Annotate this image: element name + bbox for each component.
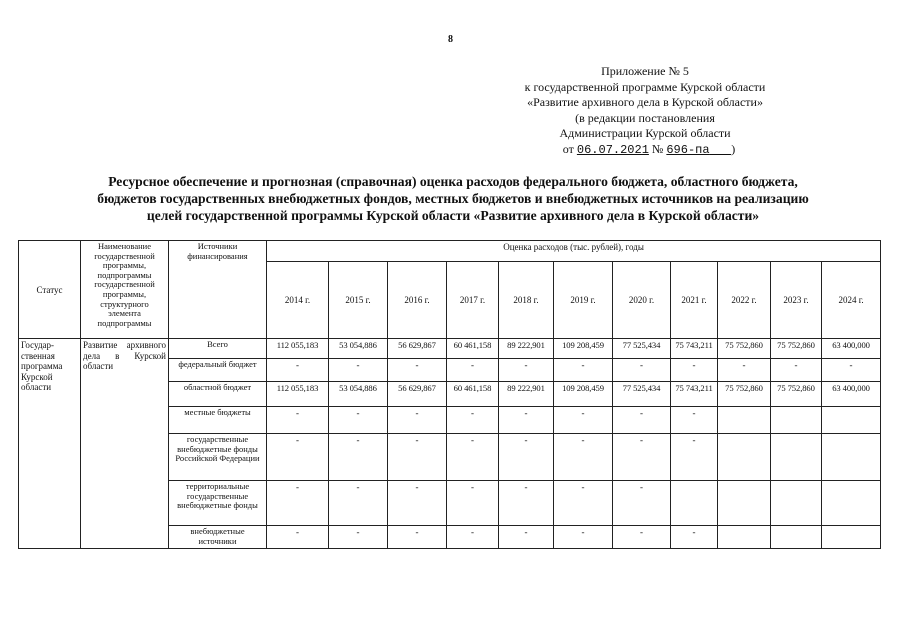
value-cell [822,434,881,481]
appendix-block [480,64,810,158]
source-cell: Всего [169,339,267,359]
value-cell: - [499,434,554,481]
value-cell: - [671,359,718,382]
appendix-line-2: к государственной программе Курской области [524,79,766,94]
value-cell: - [822,359,881,382]
value-cell: - [499,407,554,434]
page-number: 8 [448,34,453,45]
value-cell [771,407,822,434]
value-cell: - [447,359,499,382]
value-cell: - [267,481,329,526]
value-cell: - [388,434,447,481]
value-cell: - [613,407,671,434]
header-status: Статус [19,241,81,339]
program-name-cell: Развитие архивного дела в Курской области [81,339,169,549]
header-year: 2016 г. [388,262,447,339]
value-cell: - [718,359,771,382]
value-cell: - [329,526,388,549]
value-cell: - [554,359,613,382]
header-year: 2020 г. [613,262,671,339]
value-cell: - [447,407,499,434]
title-line-1: Ресурсное обеспечение и прогнозная (справочная) оценка расходов федерального бюджета, областного бюджета, [108,174,798,189]
value-cell [718,407,771,434]
value-cell: - [388,359,447,382]
value-cell [671,481,718,526]
value-cell: - [388,481,447,526]
value-cell: 75 743,211 [671,339,718,359]
value-cell: 75 743,211 [671,382,718,407]
value-cell [718,526,771,549]
value-cell: - [447,434,499,481]
header-year: 2024 г. [822,262,881,339]
source-cell: территориальные государственные внебюджетные фонды [169,481,267,526]
value-cell: - [554,434,613,481]
header-year: 2022 г. [718,262,771,339]
number-label: № [651,141,664,156]
value-cell: - [554,481,613,526]
header-source: Источники финансирования [169,241,267,339]
appendix-line-3: «Развитие архивного дела в Курской области» [527,95,763,109]
value-cell: - [329,434,388,481]
value-cell: - [447,526,499,549]
title-line-3: целей государственной программы Курской области «Развитие архивного дела в Курской области» [146,208,760,223]
value-cell: - [613,526,671,549]
value-cell: - [388,526,447,549]
value-cell: 75 752,860 [771,339,822,359]
header-year: 2015 г. [329,262,388,339]
value-cell: - [267,359,329,382]
value-cell: - [447,481,499,526]
value-cell [822,526,881,549]
value-cell: - [329,481,388,526]
value-cell: - [771,359,822,382]
value-cell: - [499,526,554,549]
appendix-line-5: Администрации Курской области [559,126,731,140]
value-cell: 77 525,434 [613,382,671,407]
value-cell: 56 629,867 [388,339,447,359]
value-cell [822,407,881,434]
value-cell: 56 629,867 [388,382,447,407]
value-cell: 63 400,000 [822,339,881,359]
value-cell: 53 054,886 [329,339,388,359]
decree-number-blank [710,143,732,157]
value-cell: 112 055,183 [267,339,329,359]
source-cell: внебюджетные источники [169,526,267,549]
status-cell: Государ-ственная программа Курской области [19,339,81,549]
value-cell: 112 055,183 [267,382,329,407]
appendix-line-4: (в редакции постановления [575,110,715,125]
header-year: 2014 г. [267,262,329,339]
value-cell: - [267,407,329,434]
header-year: 2023 г. [771,262,822,339]
decree-date: 06.07.2021 [576,142,649,157]
value-cell [822,481,881,526]
value-cell: - [613,434,671,481]
source-cell: федеральный бюджет [169,359,267,382]
value-cell [718,481,771,526]
value-cell: 60 461,158 [447,339,499,359]
value-cell: - [613,481,671,526]
value-cell: - [671,526,718,549]
value-cell: - [267,434,329,481]
value-cell: 89 222,901 [499,382,554,407]
value-cell [771,526,822,549]
value-cell: 63 400,000 [822,382,881,407]
value-cell: - [671,434,718,481]
value-cell: 60 461,158 [447,382,499,407]
close-paren: ) [731,141,736,156]
header-year: 2021 г. [671,262,718,339]
budget-table [18,240,881,549]
table-row [19,339,881,359]
value-cell: - [554,407,613,434]
title-line-2: бюджетов государственных внебюджетных фондов, местных бюджетов и внебюджетных источников на реализацию [97,191,809,206]
value-cell: - [499,359,554,382]
value-cell [771,434,822,481]
value-cell: 53 054,886 [329,382,388,407]
value-cell: - [554,526,613,549]
value-cell: - [499,481,554,526]
source-cell: государственные внебюджетные фонды Российской Федерации [169,434,267,481]
value-cell: - [613,359,671,382]
header-year: 2018 г. [499,262,554,339]
value-cell [771,481,822,526]
value-cell: - [329,359,388,382]
value-cell: 75 752,860 [771,382,822,407]
appendix-decree-line [488,142,810,159]
header-year: 2017 г. [447,262,499,339]
value-cell [718,434,771,481]
header-name: Наименование государственной программы, подпрограммы государственной программы, структурного элемента подпрограммы [81,241,169,339]
appendix-line-1: Приложение № 5 [601,64,689,78]
value-cell: 109 208,459 [554,339,613,359]
header-year: 2019 г. [554,262,613,339]
from-label: от [562,141,574,156]
value-cell: - [671,407,718,434]
decree-number: 696-па [666,142,710,157]
value-cell: - [267,526,329,549]
value-cell: 109 208,459 [554,382,613,407]
value-cell: 77 525,434 [613,339,671,359]
source-cell: местные бюджеты [169,407,267,434]
value-cell: 75 752,860 [718,382,771,407]
value-cell: 75 752,860 [718,339,771,359]
source-cell: областной бюджет [169,382,267,407]
header-estimate: Оценка расходов (тыс. рублей), годы [267,241,881,262]
document-title [40,173,866,224]
value-cell: - [329,407,388,434]
value-cell: 89 222,901 [499,339,554,359]
value-cell: - [388,407,447,434]
